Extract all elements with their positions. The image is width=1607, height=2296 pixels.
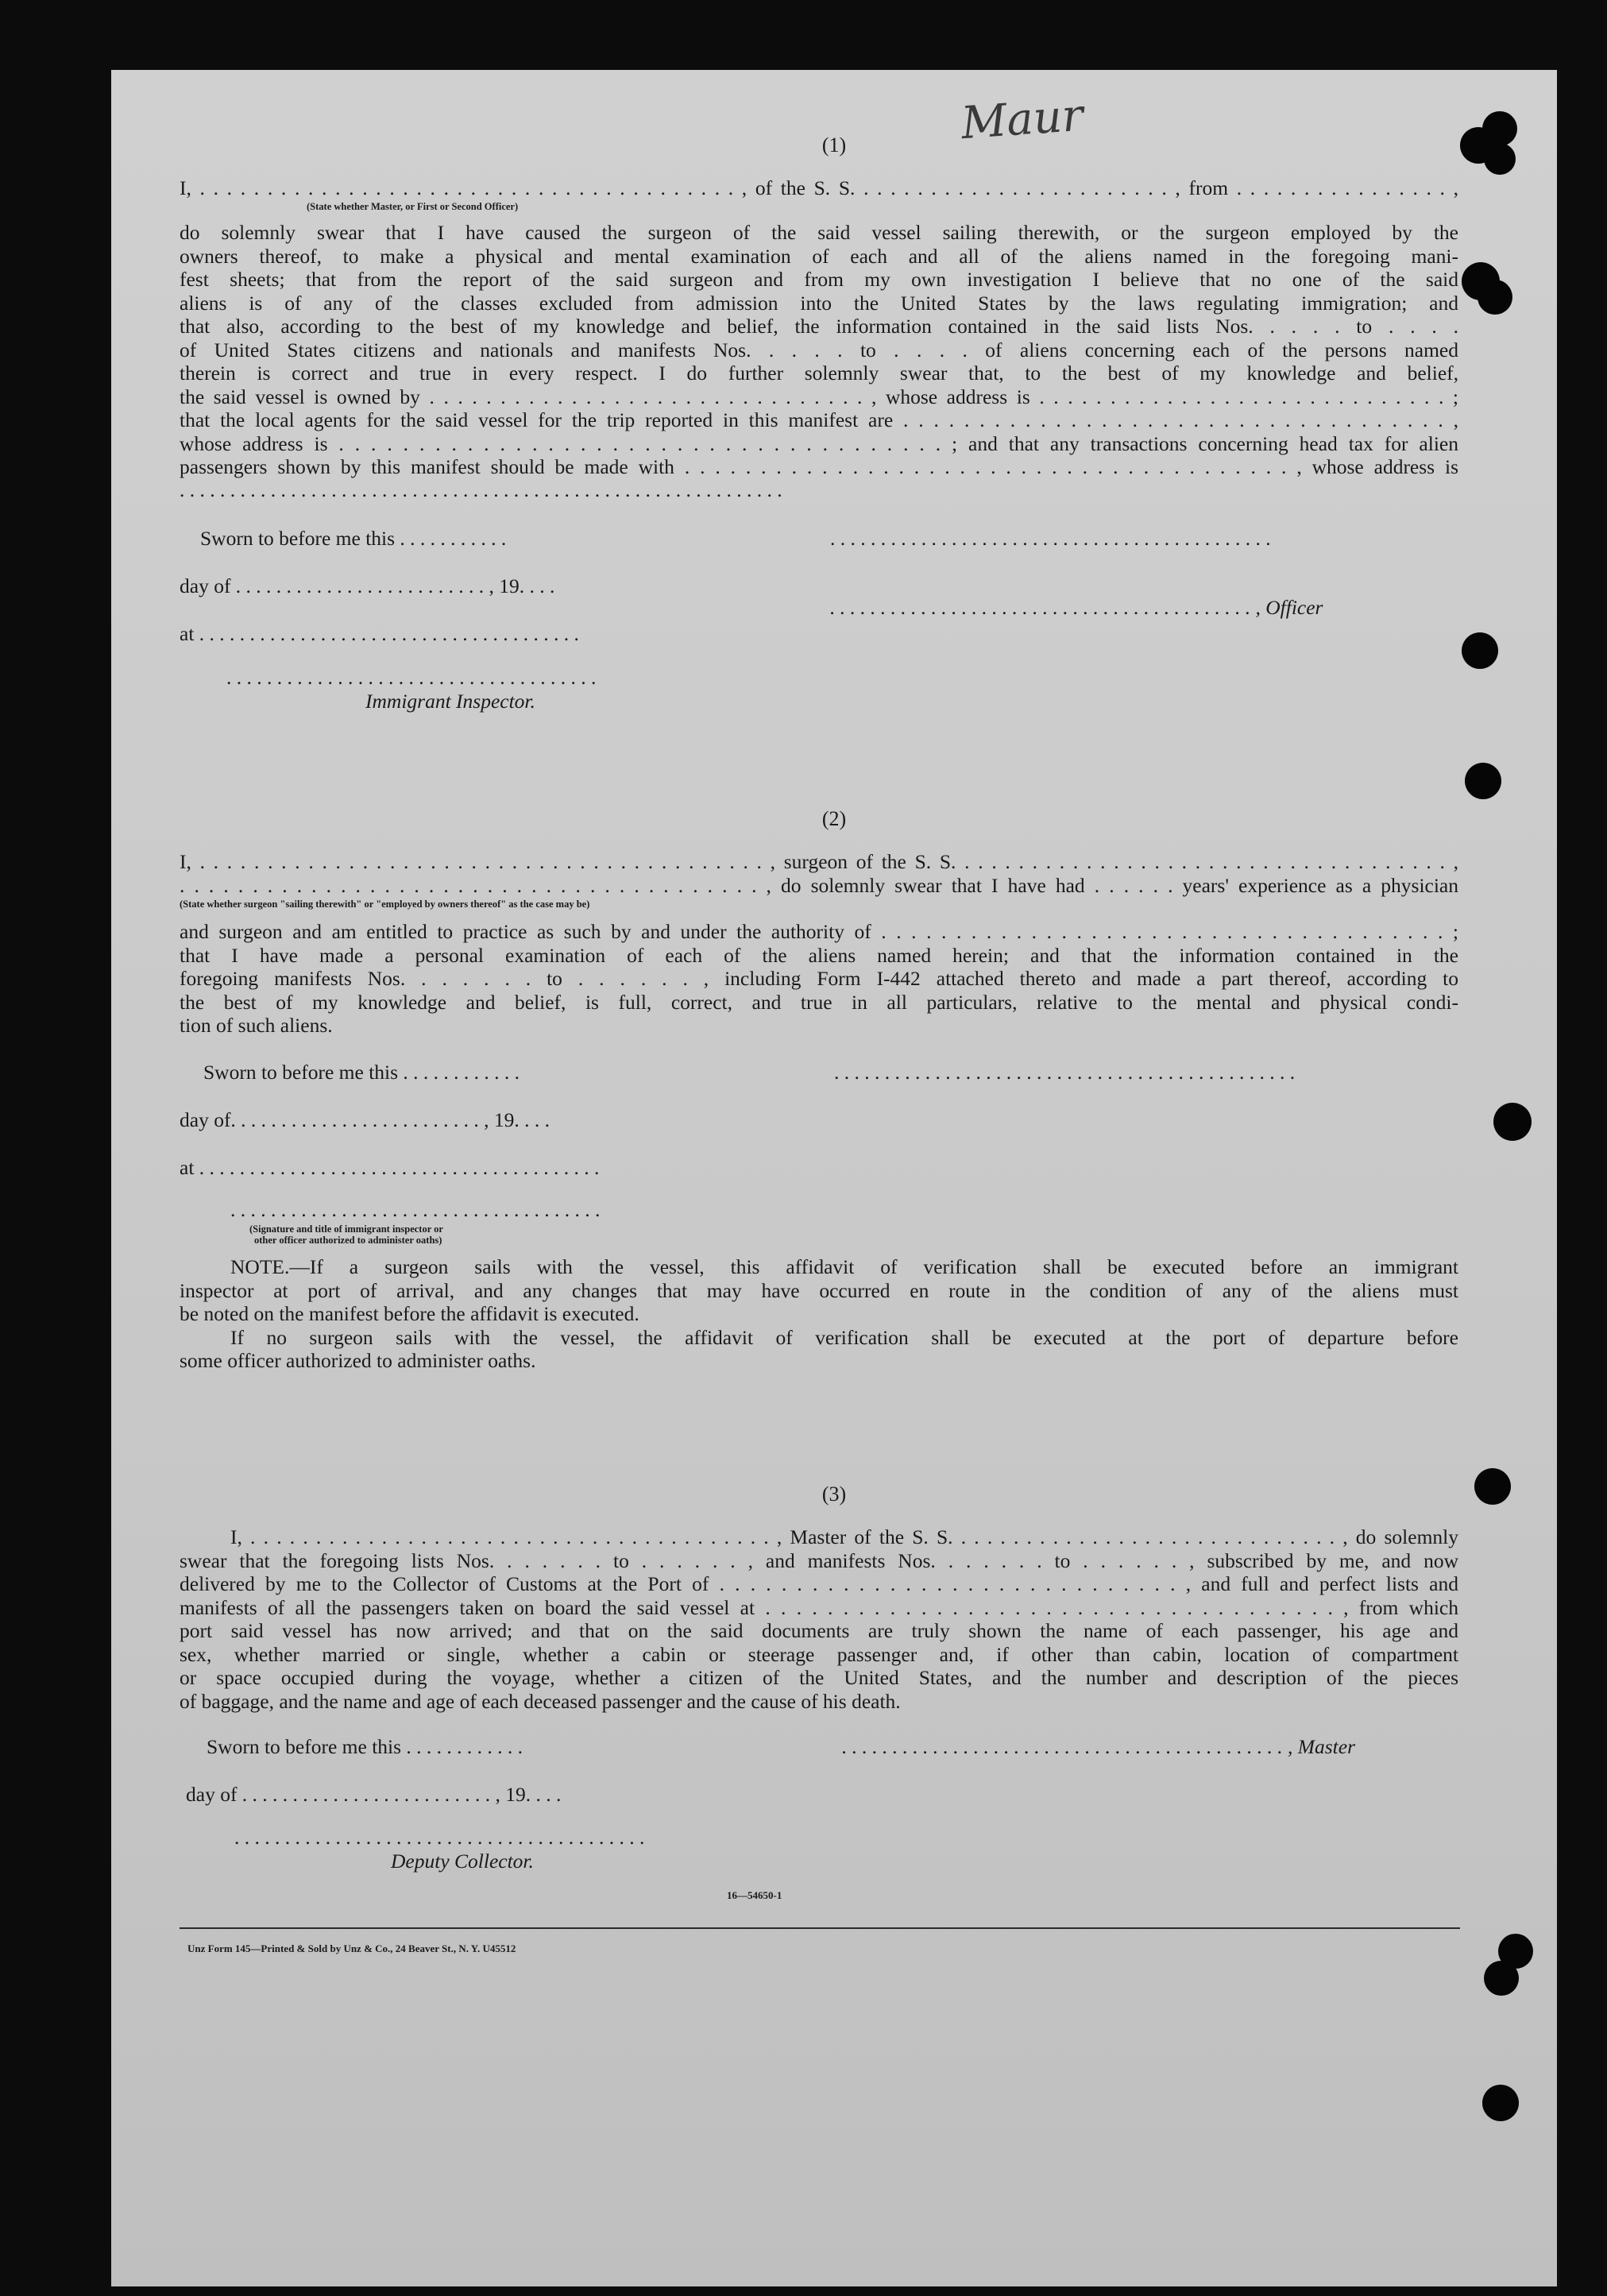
manifest-page — [111, 70, 1557, 2286]
deputy-collector-label: Deputy Collector. — [391, 1850, 534, 1873]
section-2-number: (2) — [821, 807, 847, 830]
section-3-body-line: delivered by me to the Collector of Customs at the Port of . . . . . . . . . . . . . . . . . . . . . . . . . . . . . . , and full and perfect lists and — [180, 1572, 1458, 1595]
section-2-oath-line: . . . . . . . . . . . . . . . . . . . . . . . . . . . . . . . . . . . . . . . . , do solemnly swear that I have had . . . . . . years' experience as a physician — [180, 874, 1458, 897]
section-1-signature-line: . . . . . . . . . . . . . . . . . . . . . . . . . . . . . . . . . . . . . . . . . . . . — [830, 527, 1271, 550]
section-2-at: at . . . . . . . . . . . . . . . . . . . . . . . . . . . . . . . . . . . . . . . . — [180, 1156, 600, 1179]
section-3-deputy-dots: . . . . . . . . . . . . . . . . . . . . . . . . . . . . . . . . . . . . . . . . . — [234, 1826, 645, 1849]
section-1-body-line: that also, according to the best of my knowledge and belief, the information contained in the said lists Nos. . . . . to . . . . — [180, 315, 1458, 338]
section-3-body-line: sex, whether married or single, whether a cabin or steerage passenger and, if other than cabin, location of compartment — [180, 1642, 1458, 1666]
binder-hole — [1462, 632, 1498, 669]
section-1-sworn: Sworn to before me this . . . . . . . . . . . — [200, 527, 507, 550]
section-3-sworn: Sworn to before me this . . . . . . . . . . . . — [207, 1735, 523, 1758]
note-paragraph-line: NOTE.—If a surgeon sails with the vessel, this affidavit of verification shall be executed before an immigrant — [230, 1255, 1458, 1278]
inspector-note-line-1: (Signature and title of immigrant inspector or — [249, 1223, 443, 1235]
section-2-body-line: foregoing manifests Nos. . . . . . . to . . . . . . , including Form I-442 attached thereto and made a part thereof, according to — [180, 967, 1458, 990]
section-1-at: at . . . . . . . . . . . . . . . . . . . . . . . . . . . . . . . . . . . . . . — [180, 622, 579, 645]
section-1-officer-line: . . . . . . . . . . . . . . . . . . . . . . . . . . . . . . . . . . . . . . . . . . , Officer — [830, 596, 1323, 619]
footer-rule — [180, 1927, 1460, 1929]
section-3-number: (3) — [821, 1482, 847, 1506]
section-3-body-line: or space occupied during the voyage, whether a citizen of the United States, and the number and description of the pieces — [180, 1666, 1458, 1689]
section-1-body-line: aliens is of any of the classes excluded from admission into the United States by the laws regulating immigration; and — [180, 291, 1458, 315]
binder-hole — [1474, 1468, 1511, 1505]
binder-hole — [1465, 763, 1501, 799]
note-paragraph-line: some officer authorized to administer oaths. — [180, 1349, 536, 1372]
section-1-body-line: fest sheets; that from the report of the said surgeon and from my own investigation I believe that no one of the said — [180, 268, 1458, 291]
binder-hole — [1482, 111, 1517, 146]
section-1-body-line: that the local agents for the said vessel for the trip reported in this manifest are . . . . . . . . . . . . . . . . . . . . . . . . . . . . . . . . . . . . , — [180, 408, 1458, 431]
section-2-day: day of. . . . . . . . . . . . . . . . . . . . . . . . . , 19. . . . — [180, 1108, 550, 1131]
section-1-body-line: of United States citizens and nationals and manifests Nos. . . . . to . . . . of aliens concerning each of the persons named — [180, 338, 1458, 361]
section-1-body-line: whose address is . . . . . . . . . . . . . . . . . . . . . . . . . . . . . . . . . . . . . . ; and that any transactions concerning head tax for alien — [180, 431, 1458, 455]
section-2-signature-line: . . . . . . . . . . . . . . . . . . . . . . . . . . . . . . . . . . . . . . . . . . . . . . — [834, 1061, 1296, 1084]
section-3-day: day of . . . . . . . . . . . . . . . . . . . . . . . . . , 19. . . . — [186, 1783, 562, 1806]
section-1-body-line: passengers shown by this manifest should be made with . . . . . . . . . . . . . . . . . . . . . . . . . . . . . . . . . . . . . . . . , whose address is — [180, 455, 1458, 478]
section-1-oath-line: I, . . . . . . . . . . . . . . . . . . . . . . . . . . . . . . . . . . . . . . . . , of the S. S. . . . . . . . . . . . . . . . . . . . . . . . , from . . . . . . . . . . . . . . . . , — [180, 176, 1458, 199]
note-paragraph-line: be noted on the manifest before the affidavit is executed. — [180, 1302, 639, 1325]
section-3-body-line: manifests of all the passengers taken on board the said vessel at . . . . . . . . . . . . . . . . . . . . . . . . . . . . . . . . . . . . . , from which — [180, 1595, 1458, 1619]
section-2-inspector-dots: . . . . . . . . . . . . . . . . . . . . . . . . . . . . . . . . . . . . . — [230, 1198, 601, 1221]
section-1-body-line: owners thereof, to make a physical and mental examination of each and all of the aliens named in the foregoing mani- — [180, 244, 1458, 268]
printer-imprint: Unz Form 145—Printed & Sold by Unz & Co., 24 Beaver St., N. Y. U45512 — [187, 1942, 516, 1954]
section-2-sworn: Sworn to before me this . . . . . . . . . . . . — [203, 1061, 520, 1084]
form-number: 16—54650-1 — [727, 1889, 782, 1901]
section-3-body-line: swear that the foregoing lists Nos. . . . . . . to . . . . . . , and manifests Nos. . . . . . . to . . . . . . , subscribed by me, and now — [180, 1548, 1458, 1572]
section-2-body-line: and surgeon and am entitled to practice as such by and under the authority of . . . . . . . . . . . . . . . . . . . . . . . . . . . . . . . . . . . . . . ; — [180, 920, 1458, 943]
binder-hole — [1478, 280, 1512, 315]
binder-hole — [1484, 1961, 1519, 1996]
immigrant-inspector-label: Immigrant Inspector. — [365, 690, 535, 713]
inspector-note-line-2: other officer authorized to administer oaths) — [254, 1235, 442, 1246]
section-1-body-line: the said vessel is owned by . . . . . . . . . . . . . . . . . . . . . . . . . . . . . . . , whose address is . . . . . . . . . . . . . . . . . . . . . . . . . . . . . ; — [180, 385, 1458, 408]
section-3-body-line: port said vessel has now arrived; and that on the said documents are truly shown the name of each passenger, his age and — [180, 1619, 1458, 1642]
section-2-oath-line: I, . . . . . . . . . . . . . . . . . . . . . . . . . . . . . . . . . . . . . . . . . . , surgeon of the S. S. . . . . . . . . . . . . . . . . . . . . . . . . . . . . . . . . . . . . , — [180, 850, 1458, 873]
section-1-body-line: do solemnly swear that I have caused the surgeon of the said vessel sailing therewith, or the surgeon employed by the — [180, 221, 1458, 244]
section-2-body-line: the best of my knowledge and belief, is full, correct, and true in all particulars, relative to the mental and physical condi- — [180, 990, 1458, 1014]
section-3-body-line: of baggage, and the name and age of each deceased passenger and the cause of his death. — [180, 1689, 901, 1713]
section-2-body-line: that I have made a personal examination of each of the aliens named herein; and that the information contained in the — [180, 943, 1458, 967]
surgeon-status-note: (State whether surgeon "sailing therewith" or "employed by owners thereof" as the case may be) — [180, 899, 590, 910]
note-paragraph-line: inspector at port of arrival, and any changes that may have occurred en route in the condition of any of the aliens must — [180, 1278, 1458, 1302]
note-paragraph-line: If no surgeon sails with the vessel, the affidavit of verification shall be executed at the port of departure before — [230, 1325, 1458, 1349]
section-1-number: (1) — [821, 133, 847, 157]
binder-hole — [1493, 1103, 1532, 1141]
section-2-body-line: tion of such aliens. — [180, 1014, 333, 1037]
binder-hole — [1484, 143, 1516, 175]
section-1-body-line: therein is correct and true in every respect. I do further solemnly swear that, to the best of my knowledge and belief, — [180, 361, 1458, 385]
section-3-master-line: . . . . . . . . . . . . . . . . . . . . . . . . . . . . . . . . . . . . . . . . . . . . , Master — [842, 1735, 1355, 1758]
section-1-day: day of . . . . . . . . . . . . . . . . . . . . . . . . . , 19. . . . — [180, 574, 555, 597]
binder-hole — [1482, 2085, 1519, 2121]
handwritten-annotation: Maur — [959, 89, 1085, 150]
section-1-inspector-dots: . . . . . . . . . . . . . . . . . . . . . . . . . . . . . . . . . . . . . — [226, 666, 597, 689]
section-3-body-line: I, . . . . . . . . . . . . . . . . . . . . . . . . . . . . . . . . . . . . . . . . , Master of the S. S. . . . . . . . . . . . . . . . . . . . . . . . . . . . . . , do solemnly — [230, 1525, 1458, 1548]
section-1-address-dots: . . . . . . . . . . . . . . . . . . . . . . . . . . . . . . . . . . . . . . . . . . . . . . . . . . . . . . . . . . . . — [180, 478, 782, 501]
master-rank-note: (State whether Master, or First or Second Officer) — [307, 201, 519, 212]
